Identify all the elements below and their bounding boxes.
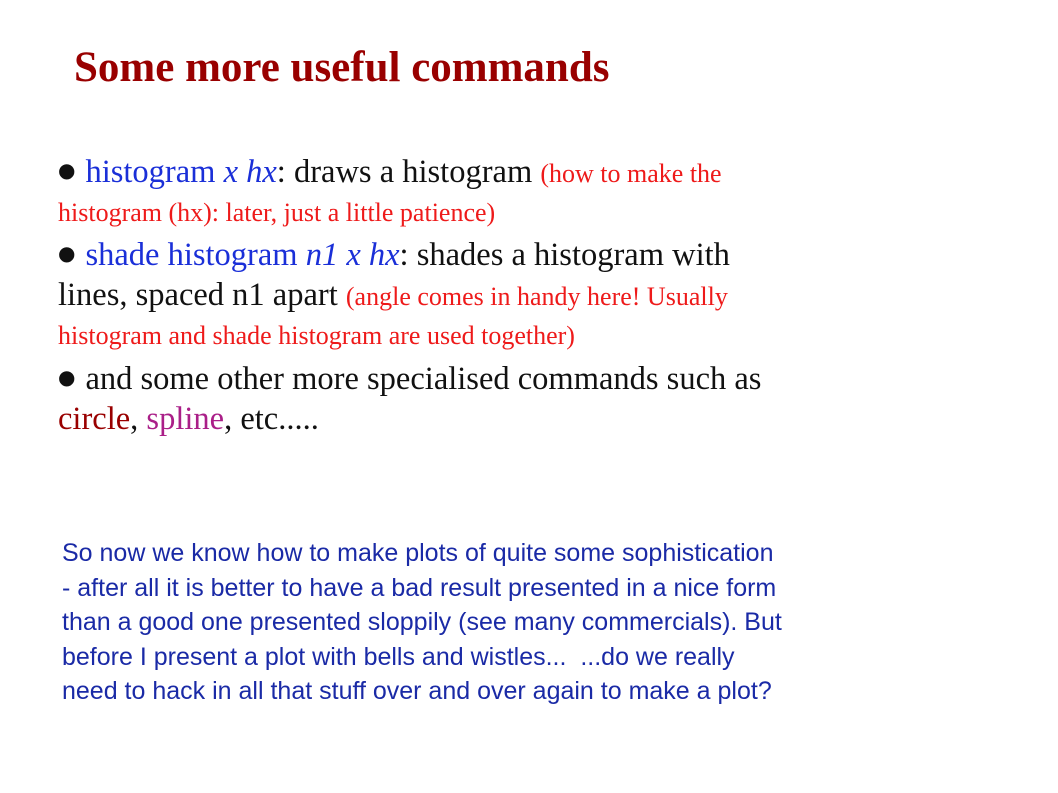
- summary-line: than a good one presented sloppily (see many commercials). But: [62, 608, 782, 636]
- command-description: : shades a histogram with: [399, 237, 730, 273]
- summary-line: need to hack in all that stuff over and over again to make a plot?: [62, 677, 772, 705]
- summary-paragraph: [62, 536, 1032, 709]
- command-note: (angle comes in handy here! Usually: [345, 282, 728, 311]
- command-spline: spline: [146, 401, 225, 437]
- bullet-tail: , etc.....: [224, 401, 319, 437]
- summary-line: before I present a plot with bells and wistles... ...do we really: [62, 642, 735, 671]
- summary-line: - after all it is better to have a bad result presented in a nice form: [62, 573, 777, 602]
- page-title: Some more useful commands: [74, 44, 610, 91]
- command-args: n1 x hx: [305, 237, 400, 273]
- command-name: shade histogram: [85, 237, 298, 273]
- separator: ,: [130, 401, 147, 437]
- bullet-text: and some other more specialised commands such as: [85, 361, 762, 397]
- bullet-dot-icon: ●: [58, 158, 76, 182]
- bullet-dot-icon: ●: [58, 241, 76, 265]
- command-description: : draws a histogram: [276, 154, 541, 190]
- command-note-continued: histogram and shade histogram are used together): [58, 321, 575, 350]
- command-note: (how to make the: [540, 159, 722, 188]
- bullet-list: [58, 150, 998, 439]
- command-description-continued: lines, spaced n1 apart: [58, 277, 346, 313]
- bullet-dot-icon: ●: [58, 365, 76, 389]
- command-circle: circle: [58, 401, 131, 437]
- command-name: histogram: [85, 154, 216, 190]
- bullet-item-shade-histogram: [58, 233, 998, 353]
- bullet-item-other-commands: [58, 357, 998, 439]
- bullet-item-histogram: [58, 150, 998, 230]
- command-note-continued: histogram (hx): later, just a little patience): [58, 198, 496, 227]
- command-args: x hx: [223, 154, 277, 190]
- summary-line: So now we know how to make plots of quite some sophistication: [62, 539, 774, 567]
